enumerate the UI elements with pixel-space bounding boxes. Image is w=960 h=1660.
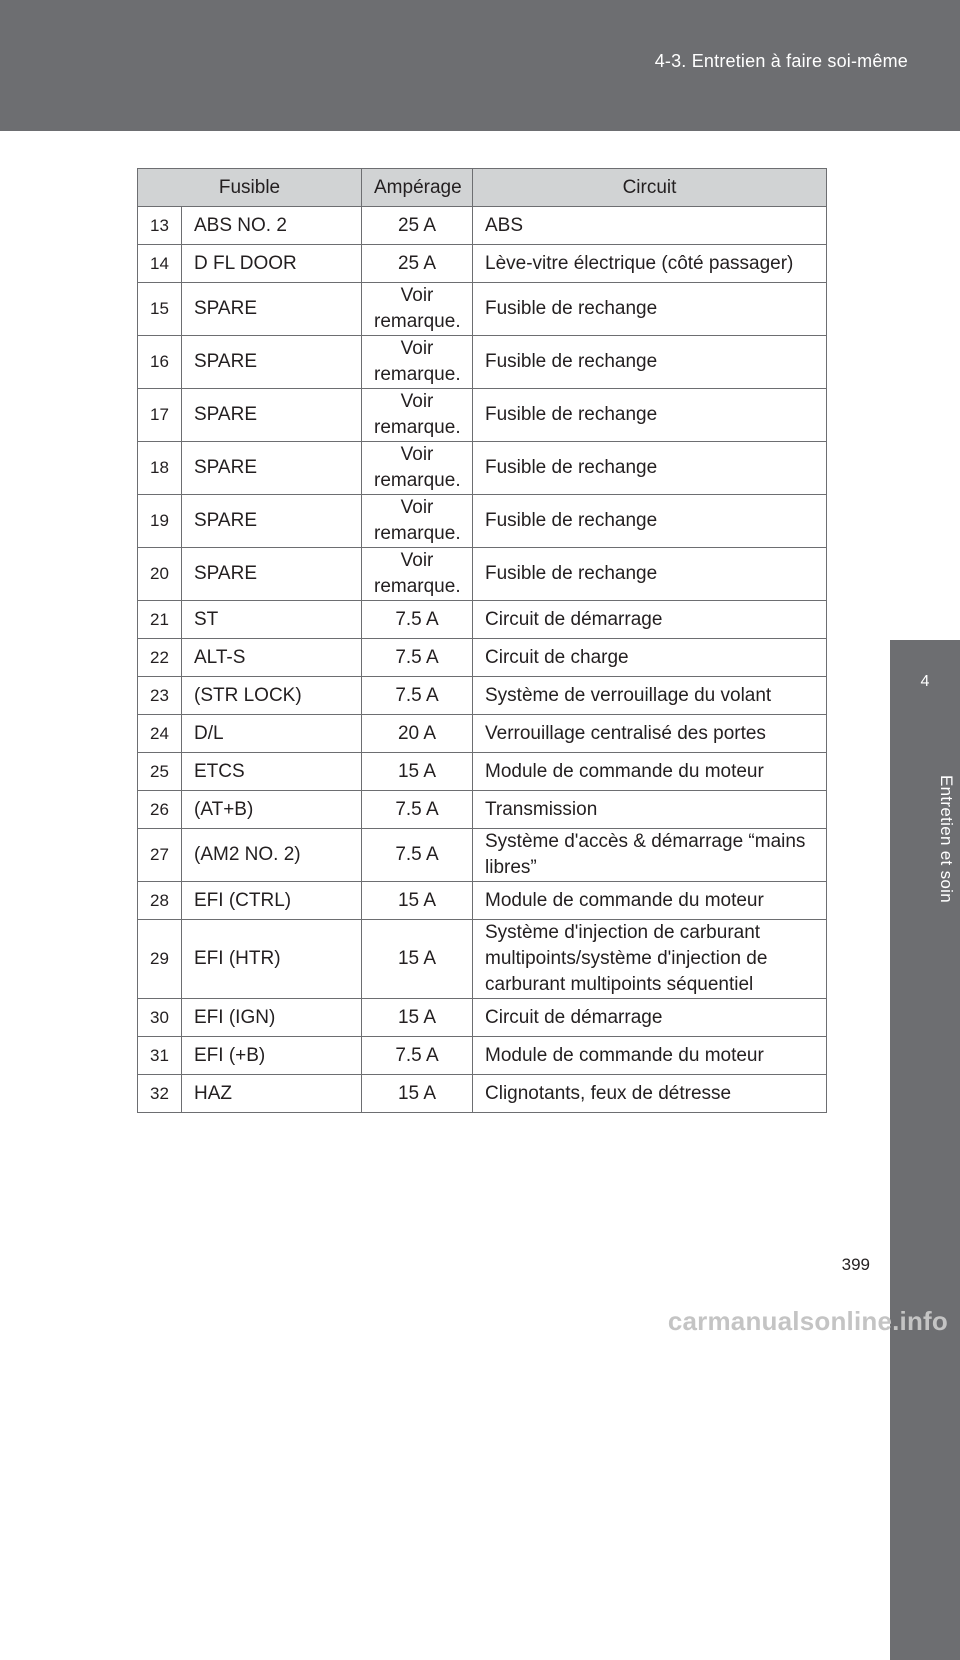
fuse-amperage: 15 A	[362, 882, 473, 920]
chapter-label: Entretien et soin	[937, 775, 956, 903]
fuse-name: SPARE	[182, 336, 362, 389]
header-circuit: Circuit	[473, 169, 827, 207]
table-row	[138, 207, 827, 245]
fuse-circuit: Fusible de rechange	[473, 283, 827, 336]
fuse-circuit: Clignotants, feux de détresse	[473, 1075, 827, 1113]
chapter-tab	[890, 640, 960, 1660]
fuse-number: 28	[138, 882, 182, 920]
fuse-circuit: Transmission	[473, 791, 827, 829]
fuse-amperage: 7.5 A	[362, 791, 473, 829]
header-amperage: Ampérage	[362, 169, 473, 207]
fuse-amperage: Voir remarque.	[362, 548, 473, 601]
fuse-number: 25	[138, 753, 182, 791]
fuse-table	[137, 168, 827, 1113]
fuse-name: SPARE	[182, 283, 362, 336]
fuse-circuit: Fusible de rechange	[473, 442, 827, 495]
table-row	[138, 495, 827, 548]
fuse-number: 30	[138, 999, 182, 1037]
fuse-amperage: Voir remarque.	[362, 495, 473, 548]
fuse-amperage: 7.5 A	[362, 829, 473, 882]
fuse-circuit: Lève-vitre électrique (côté passager)	[473, 245, 827, 283]
fuse-amperage: Voir remarque.	[362, 442, 473, 495]
fuse-number: 13	[138, 207, 182, 245]
table-header-row	[138, 169, 827, 207]
fuse-name: SPARE	[182, 442, 362, 495]
fuse-name: SPARE	[182, 389, 362, 442]
fuse-number: 17	[138, 389, 182, 442]
fuse-number: 19	[138, 495, 182, 548]
fuse-amperage: 20 A	[362, 715, 473, 753]
table-row	[138, 1037, 827, 1075]
table-body	[138, 207, 827, 1113]
table-row	[138, 999, 827, 1037]
table-row	[138, 601, 827, 639]
fuse-circuit: Verrouillage centralisé des portes	[473, 715, 827, 753]
chapter-number: 4	[920, 673, 930, 690]
fuse-number: 14	[138, 245, 182, 283]
fuse-name: EFI (CTRL)	[182, 882, 362, 920]
fuse-number: 21	[138, 601, 182, 639]
fuse-number: 20	[138, 548, 182, 601]
fuse-circuit: Fusible de rechange	[473, 548, 827, 601]
fuse-amperage: 15 A	[362, 920, 473, 999]
table-row	[138, 715, 827, 753]
table-row	[138, 753, 827, 791]
fuse-name: D/L	[182, 715, 362, 753]
fuse-name: (AM2 NO. 2)	[182, 829, 362, 882]
fuse-amperage: 7.5 A	[362, 601, 473, 639]
fuse-amperage: 7.5 A	[362, 639, 473, 677]
fuse-circuit: Système d'accès & démarrage “mains libres”	[473, 829, 827, 882]
fuse-name: ABS NO. 2	[182, 207, 362, 245]
fuse-circuit: Module de commande du moteur	[473, 753, 827, 791]
fuse-amperage: 15 A	[362, 999, 473, 1037]
fuse-circuit: Système de verrouillage du volant	[473, 677, 827, 715]
fuse-amperage: 15 A	[362, 753, 473, 791]
fuse-number: 27	[138, 829, 182, 882]
fuse-circuit: Circuit de démarrage	[473, 999, 827, 1037]
table-row	[138, 639, 827, 677]
fuse-name: EFI (IGN)	[182, 999, 362, 1037]
fuse-number: 31	[138, 1037, 182, 1075]
table-row	[138, 829, 827, 882]
table-row	[138, 548, 827, 601]
table-row	[138, 791, 827, 829]
fuse-circuit: Fusible de rechange	[473, 336, 827, 389]
table-row	[138, 336, 827, 389]
fuse-name: ST	[182, 601, 362, 639]
table-row	[138, 283, 827, 336]
fuse-number: 26	[138, 791, 182, 829]
fuse-circuit: Fusible de rechange	[473, 495, 827, 548]
table-row	[138, 677, 827, 715]
fuse-circuit: Fusible de rechange	[473, 389, 827, 442]
fuse-amperage: Voir remarque.	[362, 389, 473, 442]
fuse-name: (AT+B)	[182, 791, 362, 829]
fuse-number: 32	[138, 1075, 182, 1113]
fuse-name: SPARE	[182, 495, 362, 548]
fuse-number: 15	[138, 283, 182, 336]
fuse-number: 16	[138, 336, 182, 389]
fuse-circuit: Circuit de démarrage	[473, 601, 827, 639]
fuse-name: EFI (HTR)	[182, 920, 362, 999]
fuse-number: 23	[138, 677, 182, 715]
fuse-circuit: Circuit de charge	[473, 639, 827, 677]
fuse-name: HAZ	[182, 1075, 362, 1113]
table-row	[138, 1075, 827, 1113]
fuse-amperage: 25 A	[362, 207, 473, 245]
fuse-circuit: Module de commande du moteur	[473, 882, 827, 920]
fuse-amperage: 25 A	[362, 245, 473, 283]
header-bar	[0, 0, 960, 131]
fuse-circuit: ABS	[473, 207, 827, 245]
fuse-amperage: Voir remarque.	[362, 283, 473, 336]
fuse-name: ALT-S	[182, 639, 362, 677]
page-number: 399	[841, 1255, 870, 1274]
fuse-name: (STR LOCK)	[182, 677, 362, 715]
watermark: carmanualsonline.info	[667, 1306, 948, 1336]
section-title: 4-3. Entretien à faire soi-même	[654, 51, 908, 71]
fuse-amperage: 7.5 A	[362, 677, 473, 715]
fuse-circuit: Système d'injection de carburant multipoints/système d'injection de carburant multipoints séquentiel	[473, 920, 827, 999]
fuse-number: 18	[138, 442, 182, 495]
table-row	[138, 920, 827, 999]
table-row	[138, 442, 827, 495]
header-fuse: Fusible	[138, 169, 362, 207]
fuse-name: EFI (+B)	[182, 1037, 362, 1075]
fuse-amperage: 15 A	[362, 1075, 473, 1113]
fuse-name: SPARE	[182, 548, 362, 601]
table-row	[138, 389, 827, 442]
fuse-amperage: 7.5 A	[362, 1037, 473, 1075]
fuse-name: D FL DOOR	[182, 245, 362, 283]
fuse-circuit: Module de commande du moteur	[473, 1037, 827, 1075]
table-row	[138, 245, 827, 283]
fuse-number: 22	[138, 639, 182, 677]
fuse-number: 29	[138, 920, 182, 999]
fuse-name: ETCS	[182, 753, 362, 791]
table-row	[138, 882, 827, 920]
fuse-number: 24	[138, 715, 182, 753]
fuse-amperage: Voir remarque.	[362, 336, 473, 389]
